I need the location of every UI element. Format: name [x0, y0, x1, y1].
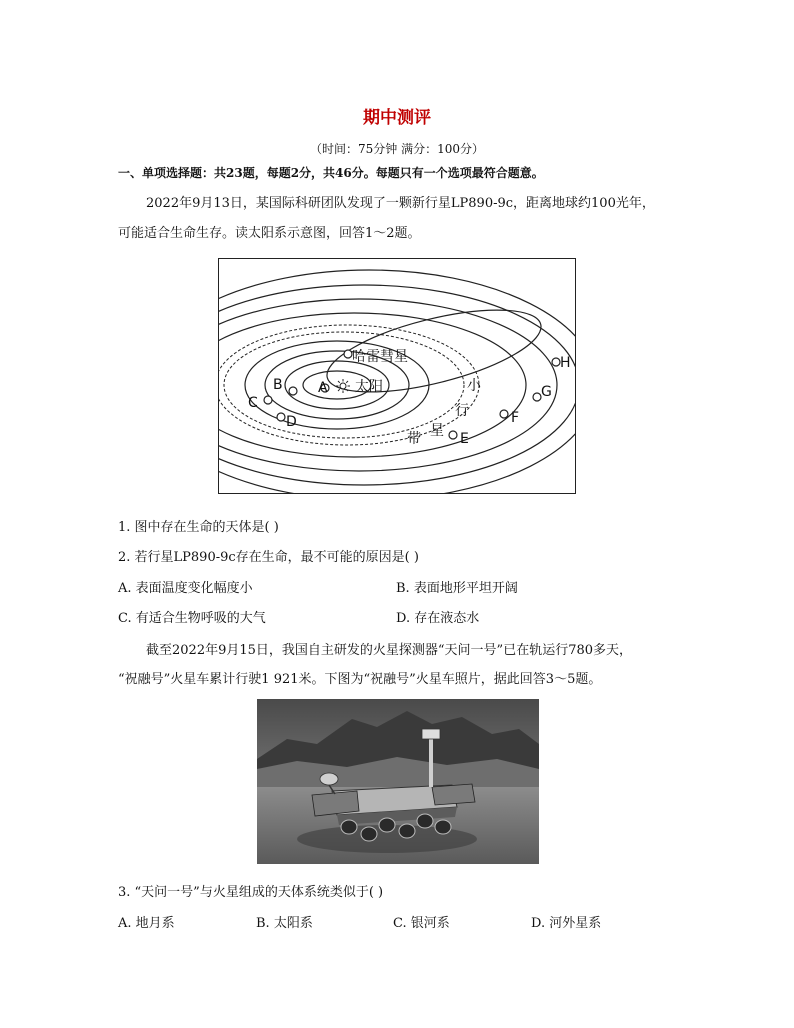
label-f: F: [511, 410, 520, 426]
question-3-option-c: C. 银河系: [393, 916, 450, 931]
question-2-option-a: A. 表面温度变化幅度小: [118, 581, 253, 596]
question-3-option-d: D. 河外星系: [531, 916, 602, 931]
label-d: D: [286, 414, 297, 430]
question-2-option-b: B. 表面地形平坦开阔: [396, 581, 518, 596]
asteroid-belt-label-4: 带: [407, 431, 421, 447]
halley-comet: [344, 350, 352, 358]
question-3-option-b: B. 太阳系: [256, 916, 313, 931]
planet-e: [449, 431, 457, 439]
comet-label: 哈雷彗星: [352, 349, 408, 365]
intro-paragraph-line-1: 2022年9月13日，某国际科研团队发现了一颗新行星LP890-9c，距离地球约100光年，: [146, 196, 655, 211]
planet-h: [552, 358, 560, 366]
intro2-paragraph-line-2: “祝融号”火星车累计行驶1 921米。下图为“祝融号”火星车照片，据此回答3～5题。: [118, 672, 602, 687]
mars-rover-photo: [257, 699, 539, 864]
solar-system-diagram: [218, 258, 576, 494]
planet-d: [277, 413, 285, 421]
sun-label: 太阳: [355, 379, 383, 395]
label-h: H: [560, 355, 571, 371]
label-c: C: [248, 395, 258, 411]
asteroid-belt-label-1: 小: [467, 378, 481, 394]
question-3-option-a: A. 地月系: [118, 916, 175, 931]
page-title: 期中测评: [363, 108, 431, 128]
asteroid-belt-label-2: 行: [455, 403, 469, 419]
planet-g: [533, 393, 541, 401]
intro2-paragraph-line-1: 截至2022年9月15日，我国自主研发的火星探测器“天问一号”已在轨运行780多天，: [146, 643, 633, 658]
section-heading: 一、单项选择题：共23题，每题2分，共46分。每题只有一个选项最符合题意。: [118, 166, 544, 180]
orbit-saturn: [219, 299, 557, 471]
label-e: E: [460, 431, 469, 447]
question-2-option-d: D. 存在液态水: [396, 611, 480, 626]
asteroid-belt-label-3: 星: [430, 423, 444, 439]
label-b: B: [273, 377, 283, 393]
sun-icon: [336, 379, 350, 393]
question-1: 1. 图中存在生命的天体是( ): [118, 520, 279, 535]
question-3: 3. “天问一号”与火星组成的天体系统类似于( ): [118, 885, 384, 900]
label-g: G: [541, 384, 552, 400]
question-2-option-c: C. 有适合生物呼吸的大气: [118, 611, 266, 626]
label-a: A: [318, 380, 328, 396]
planet-f: [500, 410, 508, 418]
question-2: 2. 若行星LP890-9c存在生命，最不可能的原因是( ): [118, 550, 419, 565]
intro-paragraph-line-2: 可能适合生命生存。读太阳系示意图，回答1～2题。: [118, 226, 421, 241]
planet-b: [289, 387, 297, 395]
planet-c: [264, 396, 272, 404]
exam-info: （时间：75分钟 满分：100分）: [310, 142, 484, 156]
